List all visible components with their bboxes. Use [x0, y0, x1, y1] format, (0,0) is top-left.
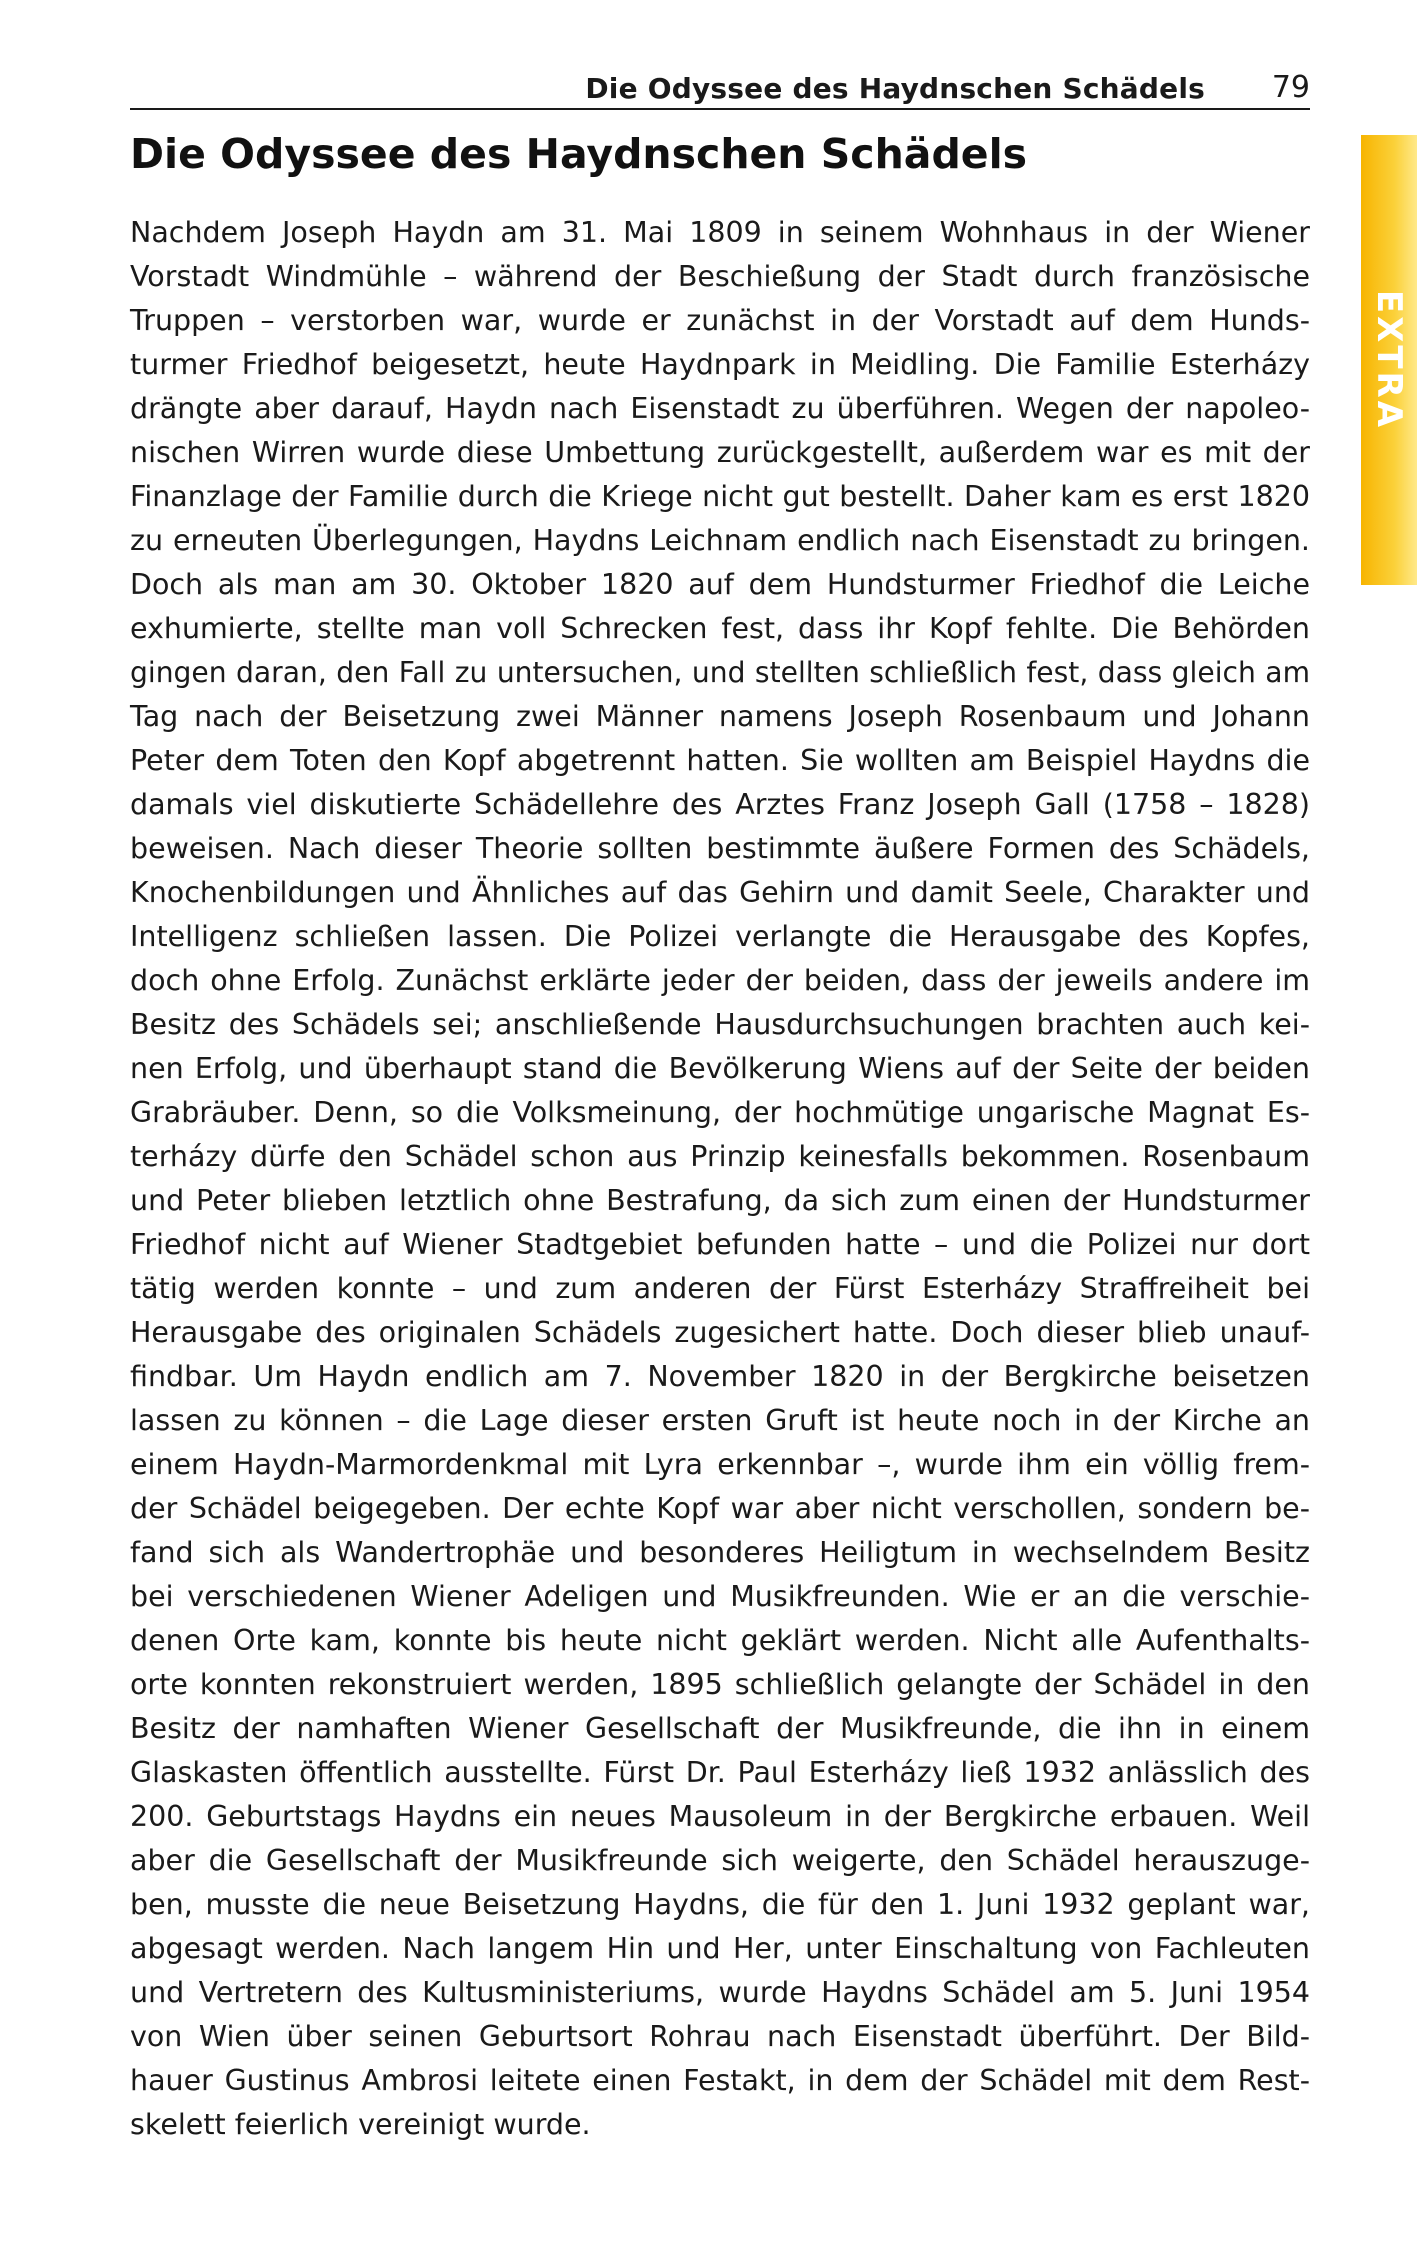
body-line: zu erneuten Überlegungen, Haydns Leichnam endlich nach Eisenstadt zu bringen. [130, 524, 1310, 557]
running-head [130, 68, 1310, 108]
header-rule [130, 108, 1310, 110]
body-line: tätig werden konnte – und zum anderen der Fürst Esterházy Straffreiheit bei [130, 1272, 1310, 1305]
body-line: und Vertretern des Kultusministeriums, wurde Haydns Schädel am 5. Juni 1954 [130, 1976, 1310, 2009]
body-line: drängte aber darauf, Haydn nach Eisenstadt zu überführen. Wegen der napoleo- [130, 392, 1310, 425]
body-line: turmer Friedhof beigesetzt, heute Haydnpark in Meidling. Die Familie Esterházy [130, 348, 1310, 381]
body-line: und Peter blieben letztlich ohne Bestrafung, da sich zum einen der Hundsturmer [130, 1184, 1310, 1217]
body-line: skelett feierlich vereinigt wurde. [130, 2108, 591, 2141]
body-line: gingen daran, den Fall zu untersuchen, und stellten schließlich fest, dass gleich am [130, 656, 1310, 689]
body-line: Knochenbildungen und Ähnliches auf das Gehirn und damit Seele, Charakter und [130, 876, 1310, 909]
body-line: Besitz der namhaften Wiener Gesellschaft der Musikfreunde, die ihn in einem [130, 1712, 1310, 1745]
body-line: nischen Wirren wurde diese Umbettung zurückgestellt, außerdem war es mit der [130, 436, 1310, 469]
article-title: Die Odyssee des Haydnschen Schädels [130, 130, 1028, 178]
body-line: Herausgabe des originalen Schädels zugesichert hatte. Doch dieser blieb unauf- [130, 1316, 1310, 1349]
body-line: Finanzlage der Familie durch die Kriege nicht gut bestellt. Daher kam es erst 1820 [130, 480, 1310, 513]
body-line: aber die Gesellschaft der Musikfreunde sich weigerte, den Schädel herauszuge- [130, 1844, 1310, 1877]
page-number: 79 [1271, 70, 1310, 105]
body-line: nen Erfolg, und überhaupt stand die Bevölkerung Wiens auf der Seite der beiden [130, 1052, 1310, 1085]
body-line: der Schädel beigegeben. Der echte Kopf war aber nicht verschollen, sondern be- [130, 1492, 1310, 1525]
body-line: denen Orte kam, konnte bis heute nicht geklärt werden. Nicht alle Aufenthalts- [130, 1624, 1310, 1657]
body-line: ben, musste die neue Beisetzung Haydns, die für den 1. Juni 1932 geplant war, [130, 1888, 1310, 1921]
body-line: fand sich als Wandertrophäe und besonderes Heiligtum in wechselndem Besitz [130, 1536, 1310, 1569]
article-body [130, 211, 1310, 2147]
body-line: Truppen – verstorben war, wurde er zunächst in der Vorstadt auf dem Hunds- [130, 304, 1310, 337]
body-line: damals viel diskutierte Schädellehre des Arztes Franz Joseph Gall (1758 – 1828) [130, 788, 1310, 821]
body-line: hauer Gustinus Ambrosi leitete einen Festakt, in dem der Schädel mit dem Rest- [130, 2064, 1310, 2097]
body-line: beweisen. Nach dieser Theorie sollten bestimmte äußere Formen des Schädels, [130, 832, 1310, 865]
body-line: findbar. Um Haydn endlich am 7. November 1820 in der Bergkirche beisetzen [130, 1360, 1310, 1393]
body-line: Vorstadt Windmühle – während der Beschießung der Stadt durch französische [130, 260, 1310, 293]
body-line: Grabräuber. Denn, so die Volksmeinung, der hochmütige ungarische Magnat Es- [130, 1096, 1310, 1129]
body-line: 200. Geburtstags Haydns ein neues Mausoleum in der Bergkirche erbauen. Weil [130, 1800, 1310, 1833]
body-line: Friedhof nicht auf Wiener Stadtgebiet befunden hatte – und die Polizei nur dort [130, 1228, 1310, 1261]
body-line: Tag nach der Beisetzung zwei Männer namens Joseph Rosenbaum und Johann [130, 700, 1310, 733]
body-line: terházy dürfe den Schädel schon aus Prinzip keinesfalls bekommen. Rosenbaum [130, 1140, 1310, 1173]
body-line: abgesagt werden. Nach langem Hin und Her, unter Einschaltung von Fachleuten [130, 1932, 1310, 1965]
body-line: Doch als man am 30. Oktober 1820 auf dem Hundsturmer Friedhof die Leiche [130, 568, 1310, 601]
body-line: Glaskasten öffentlich ausstellte. Fürst Dr. Paul Esterházy ließ 1932 anlässlich des [130, 1756, 1310, 1789]
extra-section-label [1361, 135, 1417, 585]
running-head-title: Die Odyssee des Haydnschen Schädels [585, 72, 1205, 105]
body-line: orte konnten rekonstruiert werden, 1895 schließlich gelangte der Schädel in den [130, 1668, 1310, 1701]
body-line: bei verschiedenen Wiener Adeligen und Musikfreunden. Wie er an die verschie- [130, 1580, 1310, 1613]
body-line: Nachdem Joseph Haydn am 31. Mai 1809 in seinem Wohnhaus in der Wiener [130, 216, 1310, 249]
body-line: doch ohne Erfolg. Zunächst erklärte jeder der beiden, dass der jeweils andere im [130, 964, 1310, 997]
body-line: Peter dem Toten den Kopf abgetrennt hatten. Sie wollten am Beispiel Haydns die [130, 744, 1310, 777]
body-line: von Wien über seinen Geburtsort Rohrau nach Eisenstadt überführt. Der Bild- [130, 2020, 1310, 2053]
body-line: Intelligenz schließen lassen. Die Polizei verlangte die Herausgabe des Kopfes, [130, 920, 1310, 953]
body-line: lassen zu können – die Lage dieser ersten Gruft ist heute noch in der Kirche an [130, 1404, 1310, 1437]
extra-label-text: EXTRA [1369, 289, 1409, 431]
body-line: exhumierte, stellte man voll Schrecken fest, dass ihr Kopf fehlte. Die Behörden [130, 612, 1310, 645]
body-line: einem Haydn-Marmordenkmal mit Lyra erkennbar –, wurde ihm ein völlig frem- [130, 1448, 1310, 1481]
body-line: Besitz des Schädels sei; anschließende Hausdurchsuchungen brachten auch kei- [130, 1008, 1310, 1041]
